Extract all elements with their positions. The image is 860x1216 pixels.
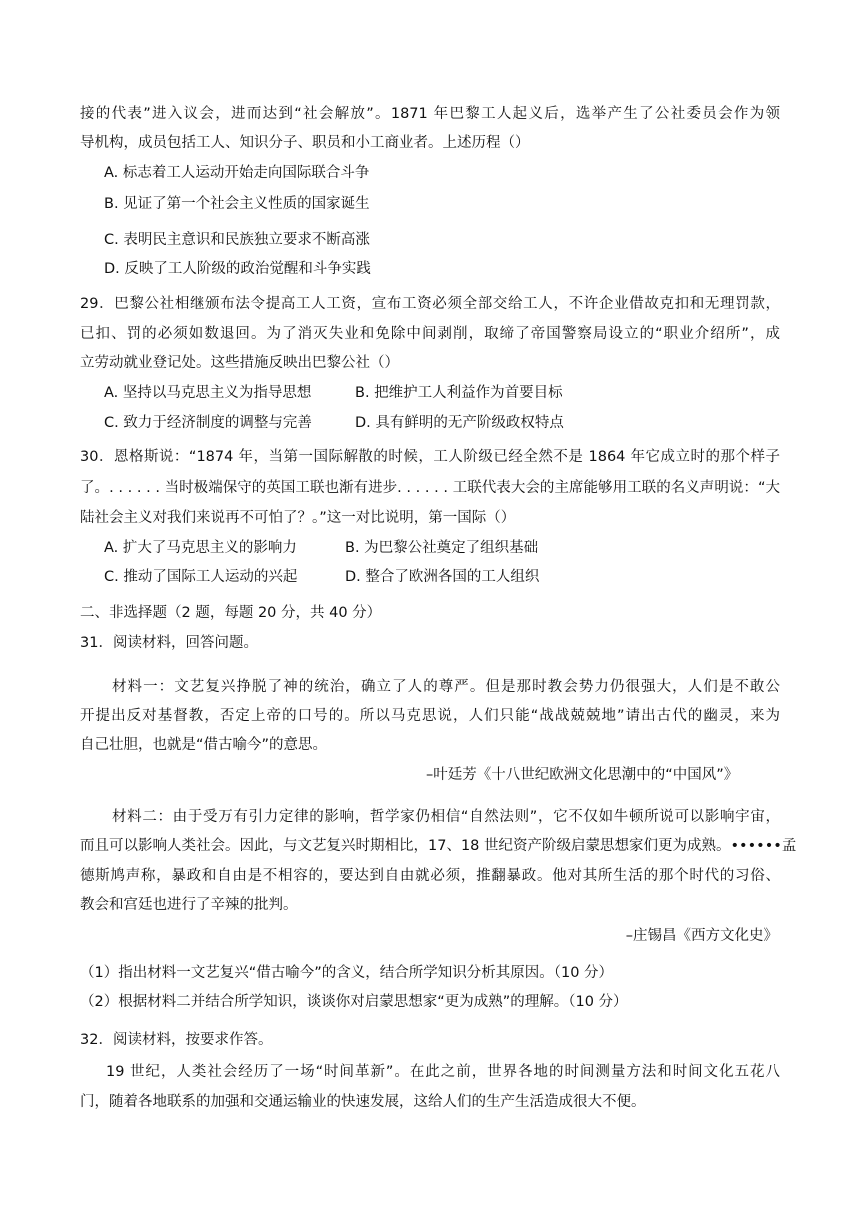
q30-option-b: B. 为巴黎公社奠定了组织基础: [345, 540, 539, 556]
q28-text-line-1: 接的代表”进入议会，进而达到“社会解放”。1871 年巴黎工人起义后，选举产生了公社委员会作为领: [80, 106, 780, 122]
q28-text-line-2: 导机构，成员包括工人、知识分子、职员和小工商业者。上述历程（）: [80, 135, 530, 151]
q31-material-2-line-3: 德斯鸠声称，暴政和自由是不相容的，要达到自由就必须，推翻暴政。他对其所生活的那个时代的习俗、: [80, 868, 780, 884]
q31-material-2-line-4: 教会和宫廷也进行了辛辣的批判。: [80, 897, 298, 913]
q28-option-b: B. 见证了第一个社会主义性质的国家诞生: [104, 196, 370, 212]
q31-subquestion-1: （1）指出材料一文艺复兴“借古喻今”的含义，结合所学知识分析其原因。（10 分）: [80, 965, 614, 981]
q31-subquestion-2: （2）根据材料二并结合所学知识，谈谈你对启蒙思想家“更为成熟”的理解。（10 分）: [80, 994, 628, 1010]
q29-option-b: B. 把维护工人利益作为首要目标: [355, 385, 563, 401]
q31-intro: 31．阅读材料，回答问题。: [80, 635, 258, 651]
q30-option-a: A. 扩大了马克思主义的影响力: [104, 540, 297, 556]
q29-text-line-3: 立劳动就业登记处。这些措施反映出巴黎公社（）: [80, 355, 399, 371]
q31-material-1-line-2: 开提出反对基督教，否定上帝的口号的。所以马克思说，人们只能“战战兢兢地”请出古代的幽灵，来为: [80, 708, 780, 724]
q29-option-a: A. 坚持以马克思主义为指导思想: [104, 385, 312, 401]
q32-text-line-1: 19 世纪，人类社会经历了一场“时间革新”。在此之前，世界各地的时间测量方法和时间文化五花八: [106, 1064, 780, 1080]
q30-option-c: C. 推动了国际工人运动的兴起: [104, 569, 298, 585]
section-heading: 二、非选择题（2 题，每题 20 分，共 40 分）: [80, 605, 382, 621]
q28-option-d: D. 反映了工人阶级的政治觉醒和斗争实践: [104, 261, 371, 277]
q28-option-c: C. 表明民主意识和民族独立要求不断高涨: [104, 232, 370, 248]
q31-material-1-source: –叶廷芳《十八世纪欧洲文化思潮中的“中国风”》: [426, 767, 739, 783]
q32-intro: 32．阅读材料，按要求作答。: [80, 1032, 273, 1048]
q30-text-line-1: 30．恩格斯说：“1874 年，当第一国际解散的时候，工人阶级已经全然不是 1864 年它成立时的那个样子: [80, 449, 780, 465]
q29-option-d: D. 具有鲜明的无产阶级政权特点: [355, 415, 564, 431]
q30-option-d: D. 整合了欧洲各国的工人组织: [345, 569, 540, 585]
q31-material-1-line-3: 自己壮胆，也就是“借古喻今”的意思。: [80, 737, 328, 753]
q28-option-a: A. 标志着工人运动开始走向国际联合斗争: [104, 165, 370, 181]
q31-material-2-source: –庄锡昌《西方文化史》: [625, 928, 778, 944]
q32-text-line-2: 门，随着各地联系的加强和交通运输业的快速发展，这给人们的生产生活造成很大不便。: [80, 1094, 646, 1110]
q31-material-1-line-1: 材料一：文艺复兴挣脱了神的统治，确立了人的尊严。但是那时教会势力仍很强大，人们是不敢公: [112, 679, 780, 695]
q31-material-2-line-2: 而且可以影响人类社会。因此，与文艺复兴时期相比，17、18 世纪资产阶级启蒙思想家们更为成熟。••••••孟: [80, 838, 797, 854]
q31-material-2-line-1: 材料二：由于受万有引力定律的影响，哲学家仍相信“自然法则”，它不仅如牛顿所说可以影响宇宙，: [112, 809, 780, 825]
q29-option-c: C. 致力于经济制度的调整与完善: [104, 415, 312, 431]
q29-text-line-1: 29．巴黎公社相继颁布法令提高工人工资，宣布工资必须全部交给工人，不许企业借故克扣和无理罚款，: [80, 296, 780, 312]
q30-text-line-3: 陆社会主义对我们来说再不可怕了？。”这一对比说明，第一国际（）: [80, 510, 516, 526]
q29-text-line-2: 已扣、罚的必须如数退回。为了消灭失业和免除中间剥削，取缔了帝国警察局设立的“职业介绍所”，成: [80, 326, 780, 342]
q30-text-line-2: 了。. . . . . . 当时极端保守的英国工联也渐有进步. . . . . . 工联代表大会的主席能够用工联的名义声明说：“大: [80, 480, 780, 496]
